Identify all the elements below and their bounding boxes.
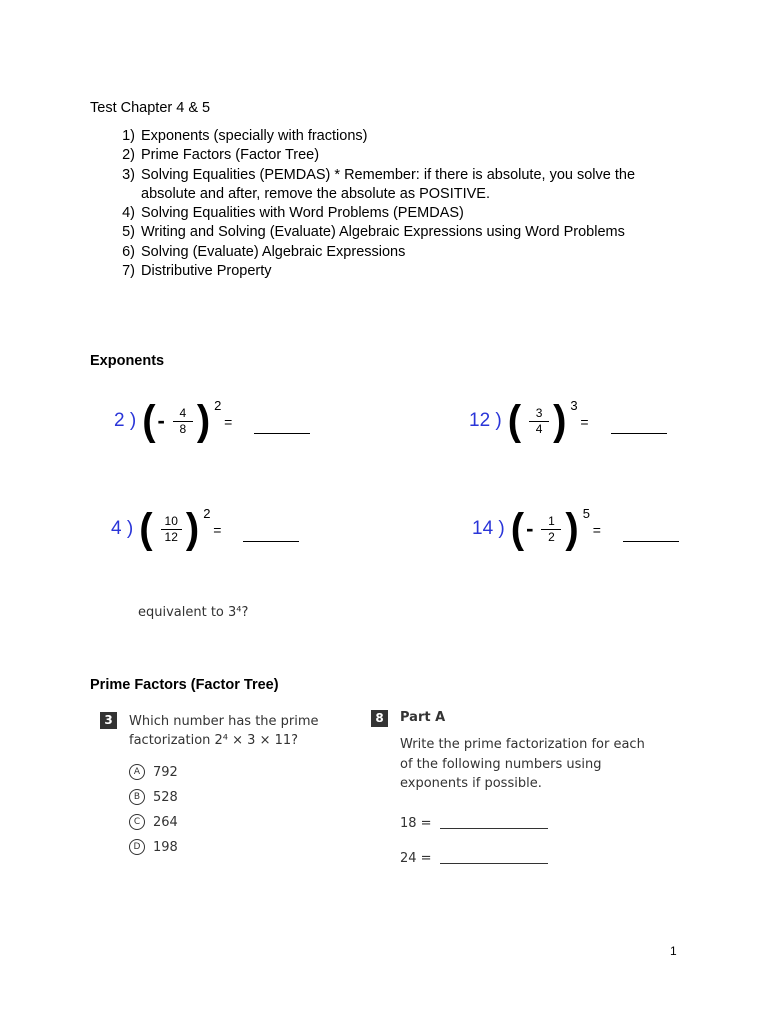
- denominator: 4: [535, 421, 543, 436]
- page-number: 1: [670, 944, 677, 958]
- problem-number: 4 ): [111, 518, 134, 539]
- equals-sign: =: [580, 414, 589, 430]
- fraction: [543, 515, 559, 544]
- answer-blank[interactable]: [611, 433, 667, 434]
- answer-blank[interactable]: [623, 541, 679, 542]
- question-text: Which number has the prime: [129, 714, 319, 729]
- answer-choice-a[interactable]: A 792: [129, 764, 319, 780]
- denominator: 12: [164, 529, 178, 544]
- equals-sign: =: [592, 522, 601, 538]
- exponent-problem-12: [469, 391, 667, 451]
- question-text: factorization 2⁴ × 3 × 11?: [129, 733, 299, 748]
- open-paren: (: [507, 397, 522, 445]
- denominator: 8: [179, 421, 187, 436]
- prime-factors-heading: Prime Factors (Factor Tree): [90, 677, 279, 693]
- exponent: 5: [582, 506, 590, 521]
- answer-blank[interactable]: [254, 433, 310, 434]
- problem-number: 2 ): [114, 410, 137, 431]
- question-text: of the following numbers using: [400, 756, 602, 772]
- open-paren: (: [510, 505, 525, 553]
- question-3: [100, 712, 319, 864]
- exponent: 2: [203, 506, 211, 521]
- exponents-heading: Exponents: [90, 353, 165, 369]
- open-paren: (: [139, 505, 153, 553]
- list-item: 5) Writing and Solving (Evaluate) Algebraic Expressions using Word Problems: [122, 224, 625, 241]
- fraction: [531, 407, 547, 436]
- numerator: 10: [164, 513, 178, 528]
- numerator: 4: [179, 405, 187, 420]
- part-label: Part A: [400, 710, 446, 725]
- list-item: 3) Solving Equalities (PEMDAS) * Remember: if there is absolute, you solve the absolute and after, remove the absolute as POSITIVE.: [122, 166, 636, 202]
- answer-line-18: 18 =: [400, 816, 645, 831]
- list-item: 4) Solving Equalities with Word Problems (PEMDAS): [122, 205, 464, 222]
- exponent-problem-2: [114, 391, 310, 451]
- list-item: 6) Solving (Evaluate) Algebraic Expressions: [122, 243, 406, 260]
- answer-blank[interactable]: [440, 863, 548, 864]
- exponent: 3: [570, 398, 578, 413]
- answer-choice-b[interactable]: B 528: [129, 789, 319, 805]
- exponent: 2: [214, 398, 222, 413]
- equals-sign: =: [224, 414, 233, 430]
- open-paren: (: [142, 397, 156, 445]
- fraction: [175, 407, 191, 436]
- negative-sign: -: [157, 408, 165, 433]
- question-text: exponents if possible.: [400, 776, 542, 791]
- topic-list: [113, 127, 661, 281]
- answer-blank[interactable]: [243, 541, 299, 542]
- numerator: 1: [548, 513, 555, 528]
- list-item: 1) Exponents (specially with fractions): [122, 128, 368, 144]
- fraction: [163, 515, 180, 544]
- denominator: 2: [548, 529, 555, 544]
- problem-number: 12 ): [469, 410, 502, 431]
- answer-choice-d[interactable]: D 198: [129, 839, 319, 855]
- choice-letter: D: [129, 839, 145, 855]
- exponent-problem-14: [472, 499, 679, 559]
- close-paren: ): [565, 505, 579, 553]
- close-paren: ): [553, 397, 567, 445]
- equals-sign: =: [213, 522, 222, 538]
- exponent-problem-4: [111, 499, 299, 559]
- question-fragment: equivalent to 3⁴?: [138, 605, 249, 620]
- list-item: 2) Prime Factors (Factor Tree): [122, 147, 320, 164]
- negative-sign: -: [526, 516, 534, 541]
- choice-letter: A: [129, 764, 145, 780]
- answer-line-24: 24 =: [400, 851, 645, 866]
- question-number-badge: 8: [371, 710, 388, 727]
- answer-choice-c[interactable]: C 264: [129, 814, 319, 830]
- close-paren: ): [196, 397, 211, 445]
- question-8: [371, 710, 645, 866]
- list-item: 7) Distributive Property: [122, 263, 272, 280]
- numerator: 3: [535, 405, 543, 420]
- question-number-badge: 3: [100, 712, 117, 729]
- close-paren: ): [185, 505, 200, 553]
- choice-letter: B: [129, 789, 145, 805]
- answer-blank[interactable]: [440, 828, 548, 829]
- question-text: Write the prime factorization for each: [400, 737, 645, 752]
- problem-number: 14 ): [472, 518, 505, 539]
- page-title: Test Chapter 4 & 5: [90, 100, 211, 116]
- choice-letter: C: [129, 814, 145, 830]
